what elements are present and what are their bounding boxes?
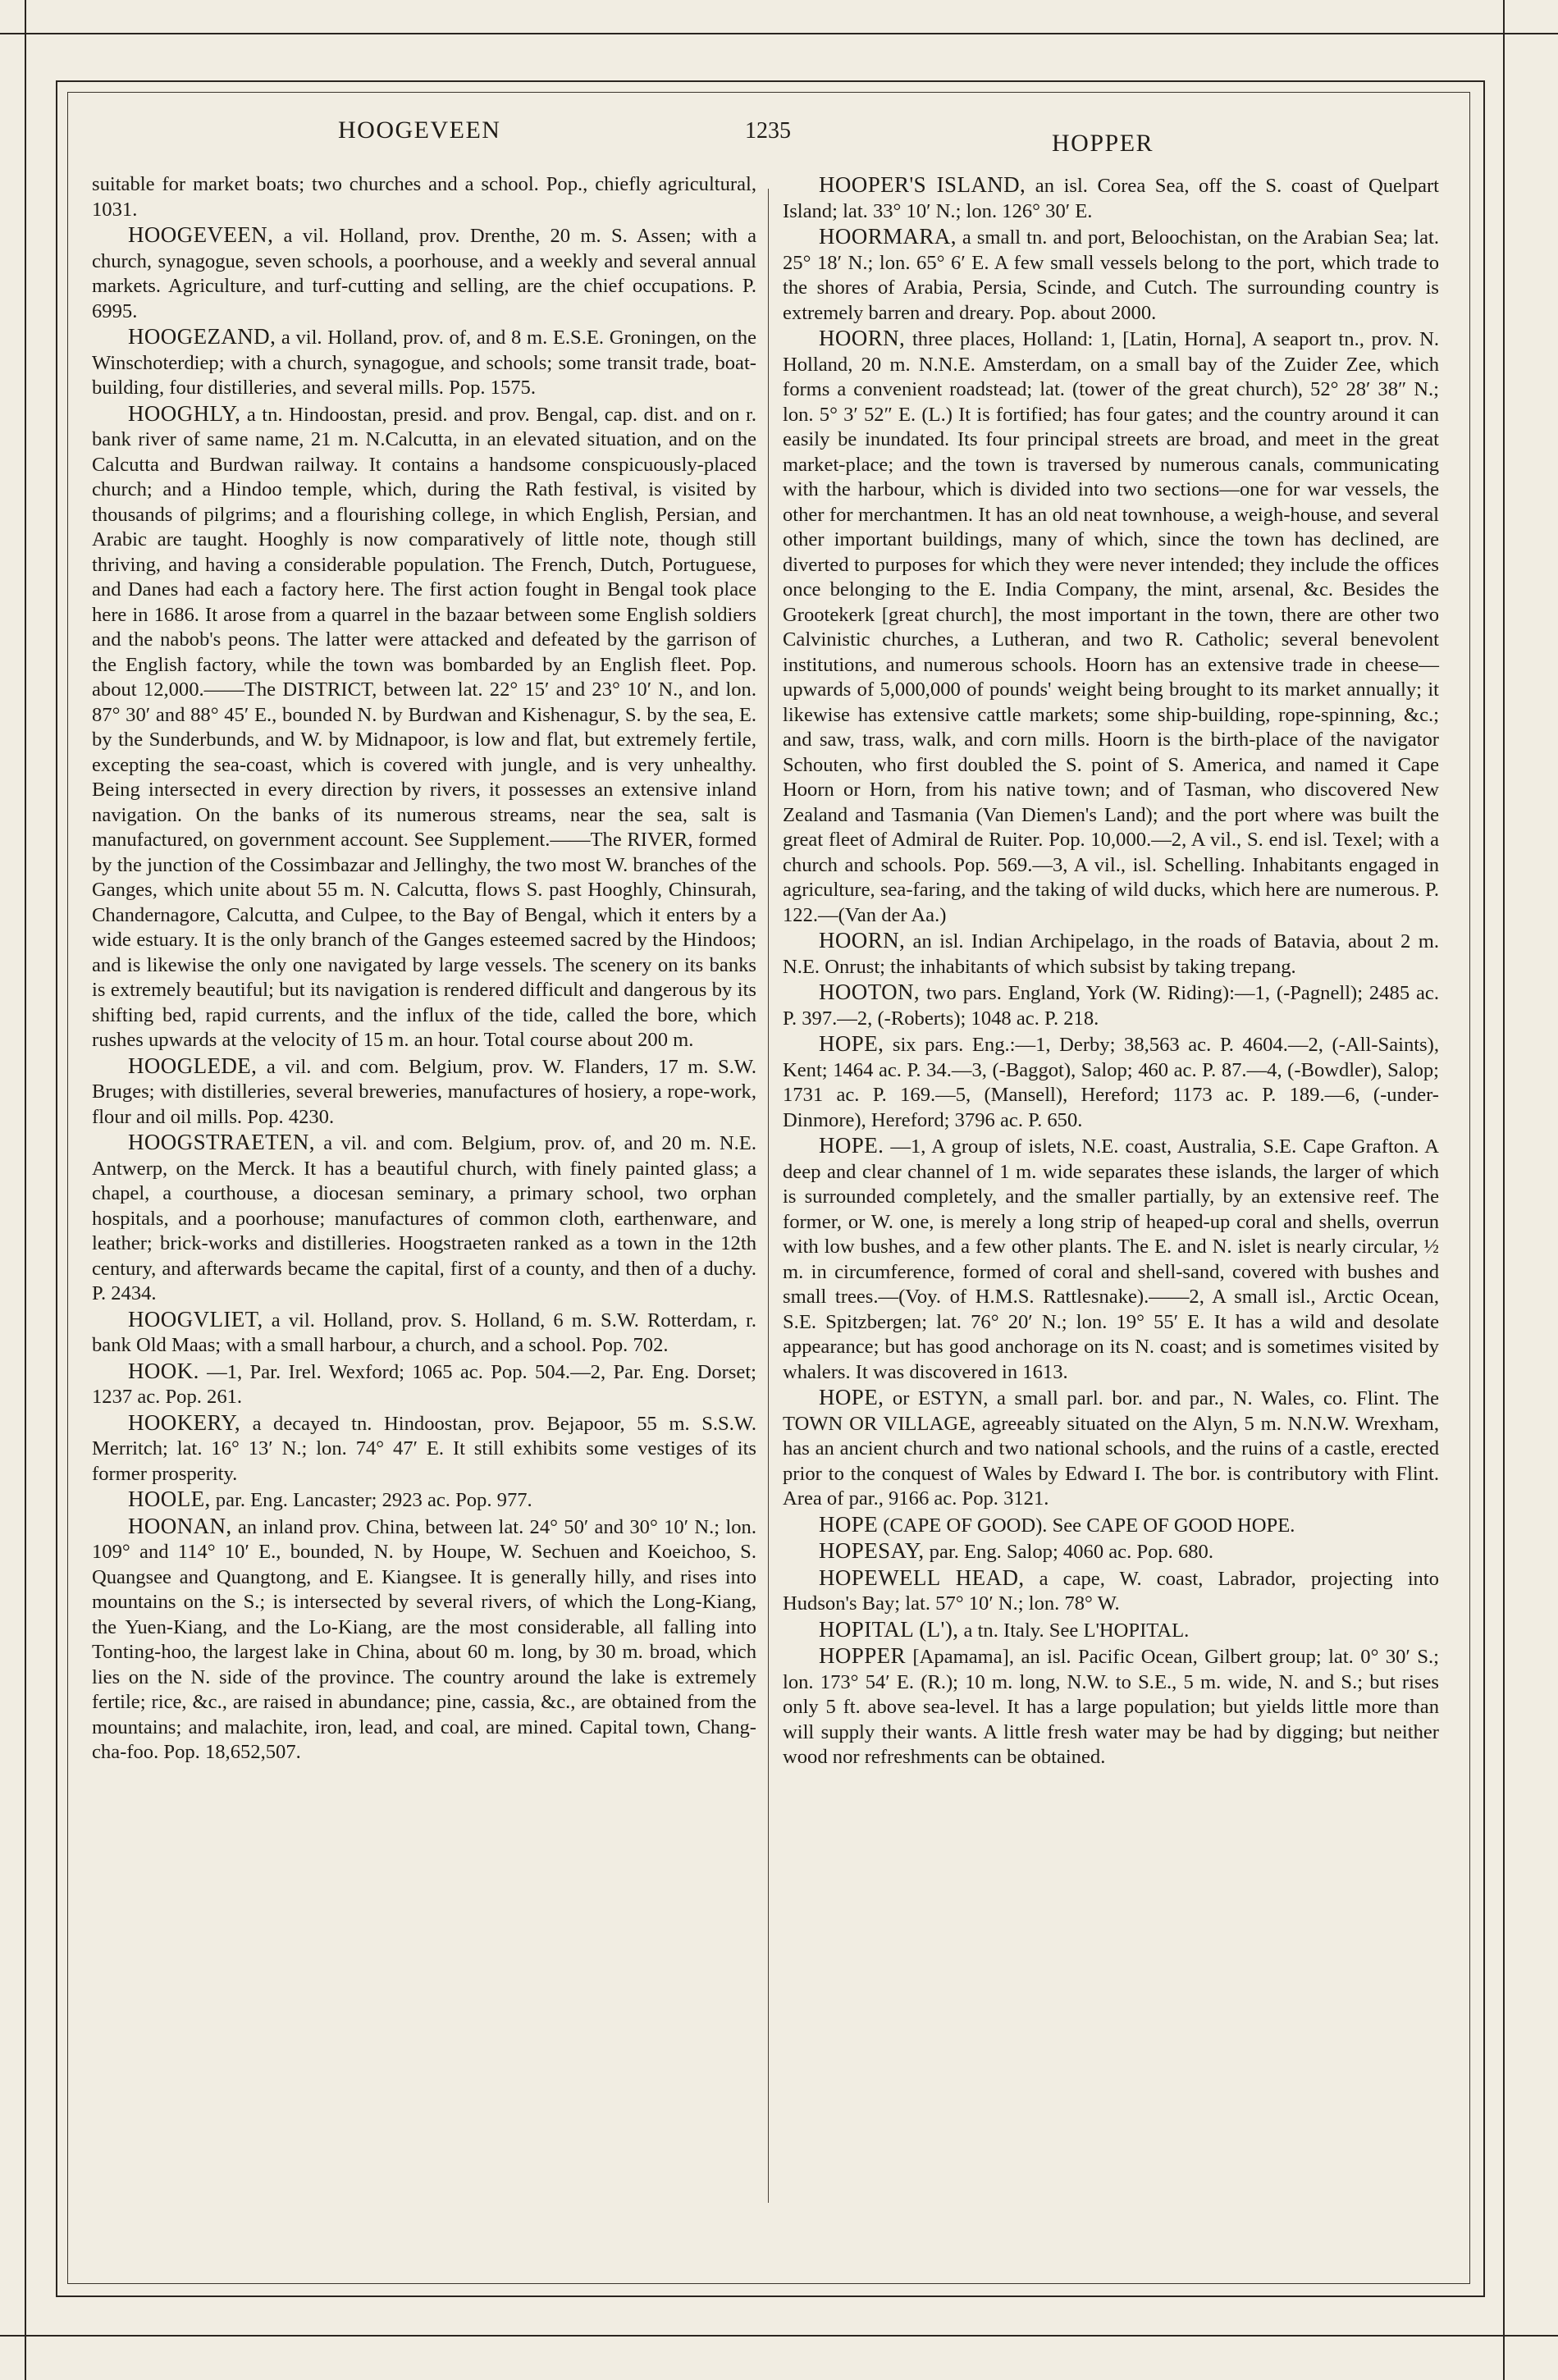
column-divider: [768, 189, 769, 2203]
gazetteer-entry: [92, 1053, 756, 1131]
entry-headword: HOONAN,: [128, 1513, 232, 1538]
entry-headword: HOOLE,: [128, 1487, 211, 1511]
entry-text: a vil. Holland, prov. Drenthe, 20 m. S. Assen; with a church, synagogue, seven schools, a poorhouse, and a weekly and several annual markets. Agriculture, and turf-cutting and selling, are the chief occupations. P. 6995.: [92, 225, 756, 322]
gazetteer-entry: [92, 1487, 756, 1514]
entry-text: two pars. England, York (W. Riding):—1, (-Pagnell); 2485 ac. P. 397.—2, (-Roberts); 1048 ac. P. 218.: [783, 982, 1439, 1030]
entry-headword: HOPESAY,: [819, 1538, 925, 1563]
entry-headword: HOORN,: [819, 928, 906, 952]
outer-rule-left: [25, 0, 26, 2380]
entry-headword: HOOGSTRAETEN,: [128, 1130, 315, 1154]
entry-text: a vil. Holland, prov. of, and 8 m. E.S.E. Groningen, on the Winschoterdiep; with a church, synagogue, and schools; some transit trade, boat-building, four distilleries, and several mills. Pop. 1575.: [92, 327, 756, 399]
entry-headword: HOOPER'S ISLAND,: [819, 172, 1026, 197]
gazetteer-entry: [92, 1359, 756, 1410]
entry-text: —1, A group of islets, N.E. coast, Australia, S.E. Cape Grafton. A deep and clear channel of 1 m. wide separates these islands, the larger of which is surrounded completely, and the smaller partially, by an extensive reef. The former, or W. one, is merely a long strip of heaped-up coral and shells, overrun with low bushes, and a few other plants. The E. and N. islet is nearly circular, ½ m. in circumference, formed of coral and shell-sand, covered with bushes and small trees.—(Voy. of H.M.S. Rattlesnake).——2, A small isl., Arctic Ocean, S.E. Spitzbergen; lat. 76° 20′ N.; lon. 19° 55′ E. It has a wild and desolate appearance; but has good anchorage on its N. coast; and is sometimes visited by whalers. It was discovered in 1613.: [783, 1135, 1439, 1383]
gazetteer-entry: [783, 326, 1439, 928]
outer-rule-bottom: [0, 2335, 1558, 2337]
gazetteer-entry: [92, 1130, 756, 1307]
gazetteer-entry: [92, 324, 756, 401]
entry-text: a tn. Hindoostan, presid. and prov. Bengal, cap. dist. and on r. bank river of same name, 21 m. N.Calcutta, in an elevated situation, and on the Calcutta and Burdwan railway. It contains a handsome conspicuously-placed church; and a Hindoo temple, which, during the Rath festival, is visited by thousands of pilgrims; and a flourishing college, in which English, Persian, and Arabic are taught. Hooghly is now comparatively of little note, though still thriving, and having a considerable population. The French, Dutch, Portuguese, and Danes had each a factory here. The first action fought in Bengal took place here in 1686. It arose from a quarrel in the bazaar between some English soldiers and the nabob's peons. The latter were attacked and defeated by the garrison of the English factory, while the town was bombarded by an English fleet. Pop. about 12,000.——The DISTRICT, between lat. 22° 15′ and 23° 10′ N., and lon. 87° 30′ and 88° 45′ E., bounded N. by Burdwan and Kishenagur, S. by the sea, E. by the Sunderbunds, and W. by Midnapoor, is low and flat, but extremely fertile, excepting the sea-coast, which is covered with jungle, and is very unhealthy. Being intersected in every direction by rivers, it possesses an extensive inland navigation. On the banks of its numerous streams, near the sea, salt is manufactured, on government account. See Supplement.——The RIVER, formed by the junction of the Cossimbazar and Jellinghy, the two most W. branches of the Ganges, which unite about 55 m. N. Calcutta, flows S. past Hooghly, Chinsurah, Chandernagore, Calcutta, and Culpee, to the Bay of Bengal, which it enters by a wide estuary. It is the only branch of the Ganges esteemed sacred by the Hindoos; and is likewise the only one navigated by large vessels. The scenery on its banks is extremely beautiful; but its navigation is rendered difficult and dangerous by its shifting bed, rapid currents, and the influx of the tide, called the bore, which rushes upwards at the velocity of 15 m. an hour. Total course about 200 m.: [92, 403, 756, 1051]
entry-text: an isl. Indian Archipelago, in the roads of Batavia, about 2 m. N.E. Onrust; the inhabitants of which subsist by taking trepang.: [783, 930, 1439, 978]
gazetteer-entry: [783, 224, 1439, 326]
gazetteer-entry: [783, 1133, 1439, 1385]
left-column: [92, 172, 756, 1766]
entry-headword: HOPEWELL HEAD,: [819, 1565, 1025, 1590]
entry-text: a vil. and com. Belgium, prov. W. Flanders, 17 m. S.W. Bruges; with distilleries, several breweries, manufactures of hosiery, a rope-work, flour and oil mills. Pop. 4230.: [92, 1055, 756, 1128]
gazetteer-entry: [92, 1307, 756, 1359]
gazetteer-entry: [92, 1514, 756, 1766]
entry-text: a small tn. and port, Beloochistan, on the Arabian Sea; lat. 25° 18′ N.; lon. 65° 6′ E. A few small vessels belong to the port, which trade to the shores of Arabia, Persia, Scinde, and Cutch. The surrounding country is extremely barren and dreary. Pop. about 2000.: [783, 226, 1439, 324]
entry-text: suitable for market boats; two churches and a school. Pop., chiefly agricultural, 1031.: [92, 173, 756, 221]
gazetteer-entry: [92, 172, 756, 222]
entry-text: an isl. Corea Sea, off the S. coast of Quelpart Island; lat. 33° 10′ N.; lon. 126° 30′ E.: [783, 175, 1440, 222]
gazetteer-entry: [92, 401, 756, 1053]
entry-text: a vil. and com. Belgium, prov. of, and 20 m. N.E. Antwerp, on the Merck. It has a beautiful church, with finely painted glass; a chapel, a courthouse, a diocesan seminary, a primary school, two orphan hospitals, and a poorhouse; manufactures of common cloth, earthenware, and leather; brick-works and distilleries. Hoogstraeten ranked as a town in the 12th century, and afterwards became the capital, first of a county, and then of a duchy. P. 2434.: [92, 1132, 756, 1304]
entry-headword: HOPE: [819, 1511, 879, 1537]
gazetteer-entry: [783, 1385, 1439, 1512]
gazetteer-entry: [783, 980, 1439, 1031]
gazetteer-entry: [783, 1538, 1439, 1565]
entry-headword: HOORMARA,: [819, 224, 957, 249]
entry-headword: HOOGEZAND,: [128, 324, 276, 349]
entry-headword: HOOK.: [128, 1358, 199, 1383]
entry-headword: HOOGHLY,: [128, 400, 241, 426]
entry-text: par. Eng. Lancaster; 2923 ac. Pop. 977.: [215, 1489, 532, 1511]
entry-text: a decayed tn. Hindoostan, prov. Bejapoor, 55 m. S.S.W. Merritch; lat. 16° 13′ N.; lon. 74° 47′ E. It still exhibits some vestiges of its former prosperity.: [92, 1412, 756, 1485]
entry-headword: HOOGLEDE,: [128, 1053, 258, 1078]
entry-text: [Apamama], an isl. Pacific Ocean, Gilbert group; lat. 0° 30′ S.; lon. 173° 54′ E. (R.); 10 m. long, N.W. to S.E., 5 m. wide, N. and S.; but rises only 5 ft. above sea-level. It has a large population; but yields little more than will supply their wants. A little fresh water may be had by digging; but neither wood nor refreshments can be obtained.: [783, 1646, 1439, 1768]
entry-text: a tn. Italy. See L'HOPITAL.: [963, 1619, 1190, 1642]
entry-headword: HOOKERY,: [128, 1409, 240, 1435]
entry-headword: HOPPER: [819, 1643, 906, 1668]
gazetteer-entry: [783, 1512, 1439, 1539]
header-right-word: HOPPER: [1052, 130, 1154, 157]
entry-headword: HOOGVLIET,: [128, 1306, 263, 1332]
entry-text: par. Eng. Salop; 4060 ac. Pop. 680.: [929, 1541, 1214, 1563]
gazetteer-entry: [783, 928, 1439, 980]
outer-rule-right: [1503, 0, 1505, 2380]
entry-text: a cape, W. coast, Labrador, projecting into Hudson's Bay; lat. 57° 10′ N.; lon. 78° W.: [783, 1567, 1439, 1615]
entry-text: three places, Holland: 1, [Latin, Horna], A seaport tn., prov. N. Holland, 20 m. N.N.E. Amsterdam, on a small bay of the Zuider Zee, which forms a convenient roadstead; lat. (tower of the great church), 52° 28′ 38″ N.; lon. 5° 3′ 52″ E. (L.) It is fortified; has four gates; and the country around it can easily be inundated. Its four principal streets are broad, and meet in the great market-place; and the town is traversed by numerous canals, communicating with the harbour, which is divided into two sections—one for war vessels, the other for merchantmen. It has an old neat townhouse, a weigh-house, and several other important buildings, many of which, since the town has declined, are diverted to purposes for which they were never intended; they include the offices once belonging to the E. India Company, the mint, arsenal, &c. Besides the Grootekerk [great church], the most important in the town, there are other two Calvinistic churches, a Lutheran, and two R. Catholic; several benevolent institutions, and numerous schools. Hoorn has an extensive trade in cheese—upwards of 5,000,000 of pounds' weight being brought to its market annually; it likewise has extensive cattle markets; some ship-building, rope-spinning, &c.; and saw, trass, walk, and corn mills. Hoorn is the birth-place of the navigator Schouten, who first doubled the S. point of S. America, and named it Cape Hoorn or Horn, from his native town; and of Tasman, who discovered New Zealand and Tasmania (Van Diemen's Land); and the port where was built the great fleet of Admiral de Ruiter. Pop. 10,000.—2, A vil., S. end isl. Texel; with a church and schools. Pop. 569.—3, A vil., isl. Schelling. Inhabitants engaged in agriculture, sea-faring, and the taking of wild ducks, which here are numerous. P. 122.—(Van der Aa.): [783, 328, 1439, 926]
gazetteer-entry: [783, 1565, 1439, 1617]
entry-headword: HOORN,: [819, 326, 906, 350]
entry-text: or ESTYN, a small parl. bor. and par., N. Wales, co. Flint. The TOWN OR VILLAGE, agreeably situated on the Alyn, 5 m. N.N.W. Wrexham, has an ancient church and two national schools, and the ruins of a castle, erected prior to the conquest of Wales by Edward I. The bor. is contributory with Flint. Area of par., 9166 ac. Pop. 3121.: [783, 1387, 1439, 1510]
gazetteer-entry: [783, 1643, 1439, 1770]
entry-text: six pars. Eng.:—1, Derby; 38,563 ac. P. 4604.—2, (-All-Saints), Kent; 1464 ac. P. 34.—3, (-Baggot), Salop; 460 ac. P. 87.—4, (-Bowdler), Salop; 1731 ac. P. 169.—5, (Mansell), Hereford; 1173 ac. P. 189.—6, (-under-Dinmore), Hereford; 3796 ac. P. 650.: [783, 1034, 1439, 1131]
entry-text: a vil. Holland, prov. S. Holland, 6 m. S.W. Rotterdam, r. bank Old Maas; with a small harbour, a church, and a school. Pop. 702.: [92, 1309, 756, 1356]
entry-headword: HOPE,: [819, 1031, 884, 1056]
gazetteer-entry: [92, 222, 756, 324]
gazetteer-entry: [92, 1410, 756, 1487]
entry-text: (CAPE OF GOOD). See CAPE OF GOOD HOPE.: [883, 1514, 1295, 1537]
entry-text: an inland prov. China, between lat. 24° 50′ and 30° 10′ N.; lon. 109° and 114° 10′ E., bounded, N. by Houpe, W. Sechuen and Koeichoo, S. Quangsee and Quangtong, and E. Kiangsee. It is generally hilly, and rises into mountains on the S.; is intersected by several rivers, of which the Long-Kiang, the Yuen-Kiang, and the Lo-Kiang, are the most considerable, all falling into Tonting-hoo, the largest lake in China, about 60 m. long, by 30 m. broad, which lies on the N. side of the province. The country around the lake is extremely fertile; rice, &c., are raised in abundance; pine, cassia, &c., are obtained from the mountains; and malachite, iron, lead, and coal, are mined. Capital town, Chang-cha-foo. Pop. 18,652,507.: [92, 1515, 756, 1763]
outer-rule-top: [0, 33, 1558, 34]
header-left-word: HOOGEVEEN: [338, 116, 501, 144]
entry-headword: HOOTON,: [819, 980, 921, 1004]
running-header: [82, 116, 1477, 166]
gazetteer-entry: [783, 1617, 1439, 1644]
entry-text: —1, Par. Irel. Wexford; 1065 ac. Pop. 504.—2, Par. Eng. Dorset; 1237 ac. Pop. 261.: [92, 1360, 756, 1408]
right-column: [783, 172, 1439, 1770]
entry-headword: HOOGEVEEN,: [128, 222, 274, 247]
gazetteer-entry: [783, 172, 1439, 224]
entry-headword: HOPE.: [819, 1133, 884, 1158]
page-number: 1235: [745, 118, 791, 144]
entry-headword: HOPITAL (L'),: [819, 1616, 959, 1642]
entry-headword: HOPE,: [819, 1385, 884, 1409]
gazetteer-entry: [783, 1031, 1439, 1133]
